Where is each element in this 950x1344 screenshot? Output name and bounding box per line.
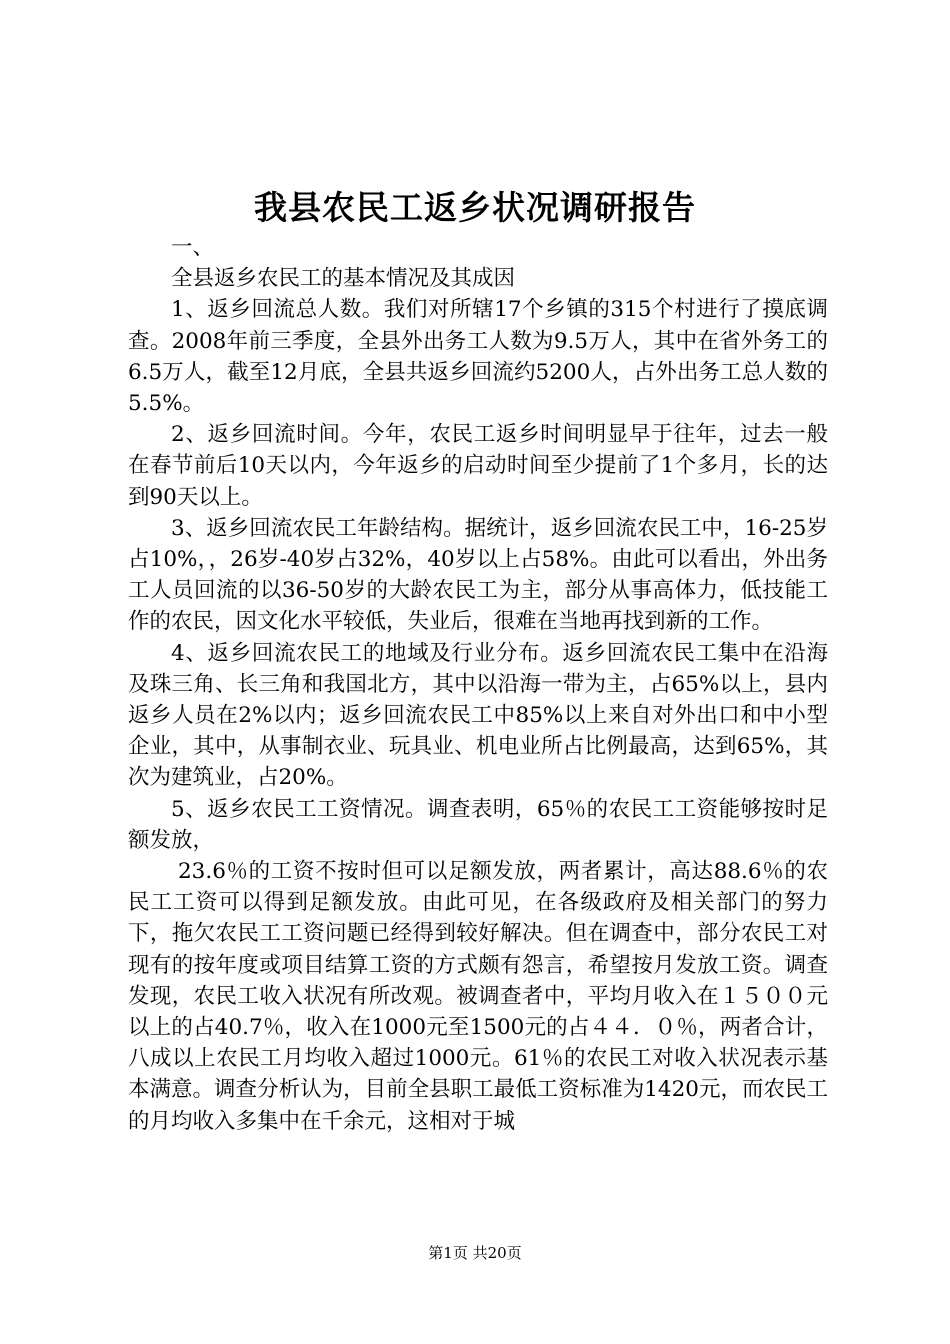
- paragraph-region-industry: 4、返乡回流农民工的地域及行业分布。返乡回流农民工集中在沿海及珠三角、长三角和我国北方，其中以沿海一带为主，占65%以上，县内返乡人员在2%以内；返乡回流农民工中85%以上来自对外出口和中小型企业，其中，从事制衣业、玩具业、机电业所占比例最高，达到65%，其次为建筑业，占20%。: [128, 640, 828, 791]
- document-body: [128, 232, 828, 1137]
- paragraph-age-structure: 3、返乡回流农民工年龄结构。据统计，返乡回流农民工中，16-25岁占10%，，26岁-40岁占32%，40岁以上占58%。由此可以看出，外出务工人员回流的以36-50岁的大龄农民工为主，部分从事高体力，低技能工作的农民，因文化水平较低，失业后，很难在当地再找到新的工作。: [128, 515, 828, 635]
- page-footer: 第1页 共20页: [428, 1244, 522, 1262]
- paragraph-wage-status: 5、返乡农民工工资情况。调查表明，65％的农民工工资能够按时足额发放，: [128, 796, 828, 853]
- paragraph-total-returnees: 1、返乡回流总人数。我们对所辖17个乡镇的315个村进行了摸底调查。2008年前三季度，全县外出务工人数为9.5万人，其中在省外务工的6.5万人，截至12月底，全县共返乡回流约5200人，占外出务工总人数的5.5%。: [128, 297, 828, 417]
- paragraph-return-time: 2、返乡回流时间。今年，农民工返乡时间明显早于往年，过去一般在春节前后10天以内，今年返乡的启动时间至少提前了1个多月，长的达到90天以上。: [128, 422, 828, 510]
- paragraph-wage-continued: 23.6％的工资不按时但可以足额发放，两者累计，高达88.6％的农民工工资可以得到足额发放。由此可见，在各级政府及相关部门的努力下，拖欠农民工工资问题已经得到较好解决。但在调查中，部分农民工对现有的按年度或项目结算工资的方式颇有怨言，希望按月发放工资。调查发现，农民工收入状况有所改观。被调查者中，平均月收入在１５００元以上的占40.7％，收入在1000元至1500元的占４４．０％，两者合计，八成以上农民工月均收入超过1000元。61％的农民工对收入状况表示基本满意。调查分析认为，目前全县职工最低工资标准为1420元，而农民工的月均收入多集中在千余元，这相对于城: [128, 859, 828, 1134]
- section-number: 一、: [171, 235, 215, 260]
- document-title: 我县农民工返乡状况调研报告: [254, 188, 696, 227]
- section-heading: 全县返乡农民工的基本情况及其成因: [171, 266, 516, 292]
